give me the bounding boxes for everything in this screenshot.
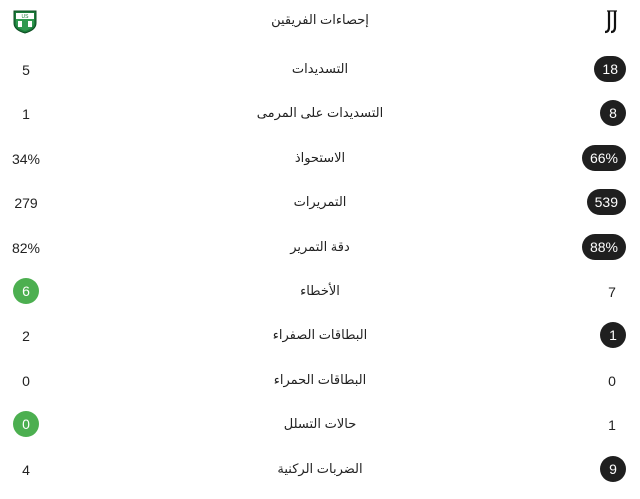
away-value: 4 (22, 461, 30, 478)
stat-label: الضربات الركنية (277, 460, 363, 476)
home-value: 8 (600, 100, 626, 126)
home-value: 1 (600, 322, 626, 348)
stat-label: دقة التمرير (290, 238, 350, 254)
away-value: 34% (11, 150, 41, 167)
away-value: 2 (22, 328, 30, 345)
away-value: 5 (22, 62, 30, 78)
stat-label: الأخطاء (300, 283, 340, 298)
juventus-logo-icon (602, 10, 624, 34)
away-value: 0 (13, 411, 39, 437)
home-value: 18 (594, 56, 626, 82)
stat-label: حالات التسلل (283, 416, 357, 432)
away-value: 6 (13, 278, 39, 304)
stat-row (0, 314, 640, 358)
page-title: إحصاءات الفريقين (271, 12, 369, 27)
stat-row (0, 226, 640, 270)
stat-row (0, 48, 640, 92)
stat-label: التمريرات (293, 194, 347, 210)
stat-row (0, 181, 640, 225)
stat-row (0, 270, 640, 314)
home-value: 7 (608, 284, 616, 300)
away-value: 82% (11, 239, 41, 256)
home-value: 0 (608, 372, 616, 389)
home-value: 1 (608, 417, 616, 434)
away-value: 279 (14, 195, 38, 212)
stat-label: البطاقات الصفراء (272, 327, 368, 343)
home-value: 9 (600, 456, 626, 482)
home-value: 88% (582, 234, 626, 260)
stat-label: البطاقات الحمراء (273, 371, 367, 387)
home-value: 539 (587, 189, 626, 215)
stat-label: التسديدات (291, 61, 349, 76)
away-value: 0 (22, 372, 30, 389)
stat-label: التسديدات على المرمى (256, 105, 384, 121)
stat-row (0, 448, 640, 492)
home-value: 66% (582, 145, 626, 171)
stat-row (0, 92, 640, 136)
stat-row (0, 403, 640, 447)
stat-label: الاستحواذ (294, 149, 346, 165)
stats-header (0, 0, 640, 44)
sassuolo-logo-text: US (21, 14, 29, 20)
stat-row (0, 137, 640, 181)
away-value: 1 (22, 106, 30, 123)
stat-row (0, 359, 640, 403)
